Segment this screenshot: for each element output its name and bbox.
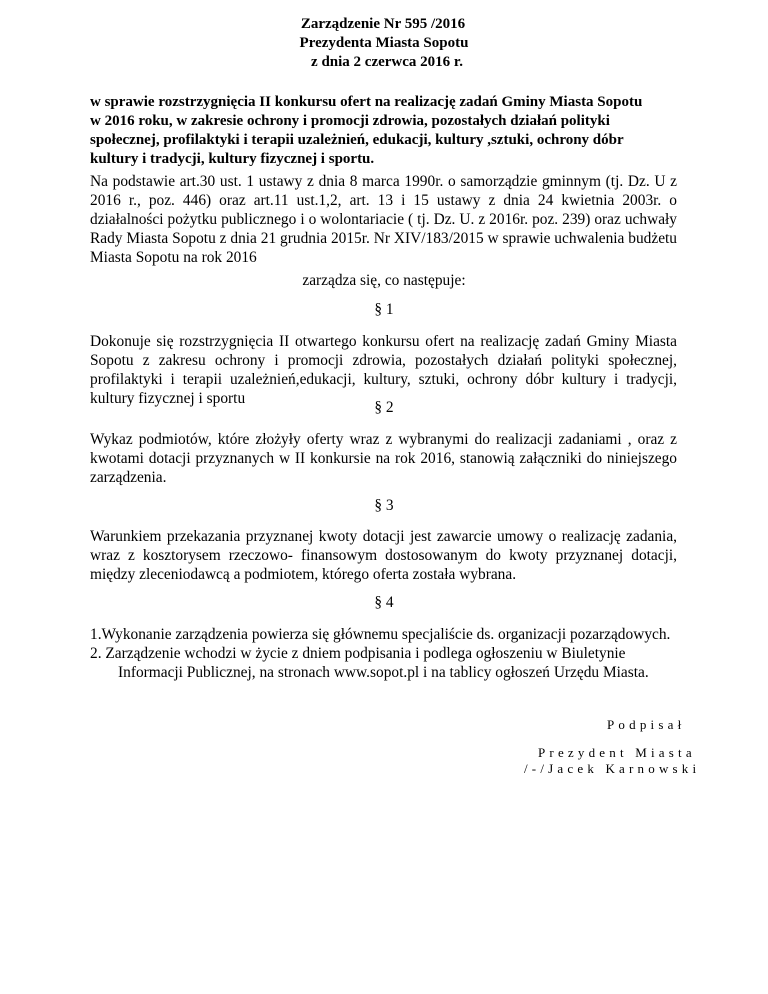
- section-mark-1: § 1: [374, 301, 394, 318]
- list-item-continuation: Informacji Publicznej, na stronach www.sopot.pl i na tablicy ogłoszeń Urzędu Miasta.: [118, 664, 649, 681]
- header-issuer: Prezydenta Miasta Sopotu: [299, 35, 469, 51]
- list-item: 1.Wykonanie zarządzenia powierza się głównemu specjaliście ds. organizacji pozarządowych.: [90, 626, 671, 643]
- subject-line: społecznej, profilaktyki i terapii uzależnień, edukacji, kultury ,sztuki, ochrony dóbr: [90, 132, 624, 148]
- subject-line: w 2016 roku, w zakresie ochrony i promocji zdrowia, pozostałych działań polityki: [90, 113, 610, 129]
- subject-line: w sprawie rozstrzygnięcia II konkursu ofert na realizację zadań Gminy Miasta Sopotu: [90, 94, 643, 110]
- decree-line: zarządza się, co następuje:: [302, 272, 466, 289]
- section-mark-4: § 4: [374, 594, 394, 611]
- subject-line: kultury i tradycji, kultury fizycznej i sportu.: [90, 151, 375, 167]
- list-item: 2. Zarządzenie wchodzi w życie z dniem podpisania i podlega ogłoszeniu w Biuletynie: [90, 645, 626, 662]
- signature-name: /-/Jacek Karnowski: [524, 761, 701, 776]
- header-date: z dnia 2 czerwca 2016 r.: [311, 54, 463, 70]
- header-title: Zarządzenie Nr 595 /2016: [300, 16, 466, 32]
- section-1-text: Dokonuje się rozstrzygnięcia II otwartego konkursu ofert na realizację zadań Gminy Miasta Sopotu z zakresu ochrony i promocji zdrowia, pozostałych działań polityki społecznej, profilaktyki i terapii uzależnień,edukacji, kultury, sztuki, ochrony dóbr kultury i tradycji, kultury fizycznej i sportu: [90, 333, 677, 407]
- section-4-list: [90, 625, 690, 682]
- signature-label: Podpisał: [607, 717, 686, 732]
- section-2-text: Wykaz podmiotów, które złożyły oferty wraz z wybranymi do realizacji zadaniami , oraz z kwotami dotacji przyznanych w II konkursie na rok 2016, stanowią załączniki do niniejszego zarządzenia.: [90, 431, 677, 486]
- document-header: [0, 15, 768, 72]
- section-mark-2: § 2: [374, 399, 394, 416]
- section-3-text: Warunkiem przekazania przyznanej kwoty dotacji jest zawarcie umowy o realizację zadania, wraz z kosztorysem rzeczowo- finansowym dostosowanym do kwoty przyznanej dotacji, między zleceniodawcą a podmiotem, którego oferta została wybrana.: [90, 528, 677, 583]
- document-subject: [90, 93, 690, 169]
- section-mark-3: § 3: [374, 497, 394, 514]
- preamble-paragraph: Na podstawie art.30 ust. 1 ustawy z dnia 8 marca 1990r. o samorządzie gminnym (tj. Dz. U z 2016 r., poz. 446) oraz art.11 ust.1,2, art. 13 i 15 ustawy z dnia 24 kwietnia 2003r. o działalności pożytku publicznego i o wolontariacie ( tj. Dz. U. z 2016r. poz. 239) oraz uchwały Rady Miasta Sopotu z dnia 21 grudnia 2015r. Nr XIV/183/2015 w sprawie uchwalenia budżetu Miasta Sopotu na rok 2016: [90, 173, 677, 266]
- signature-title: Prezydent Miasta: [538, 745, 696, 760]
